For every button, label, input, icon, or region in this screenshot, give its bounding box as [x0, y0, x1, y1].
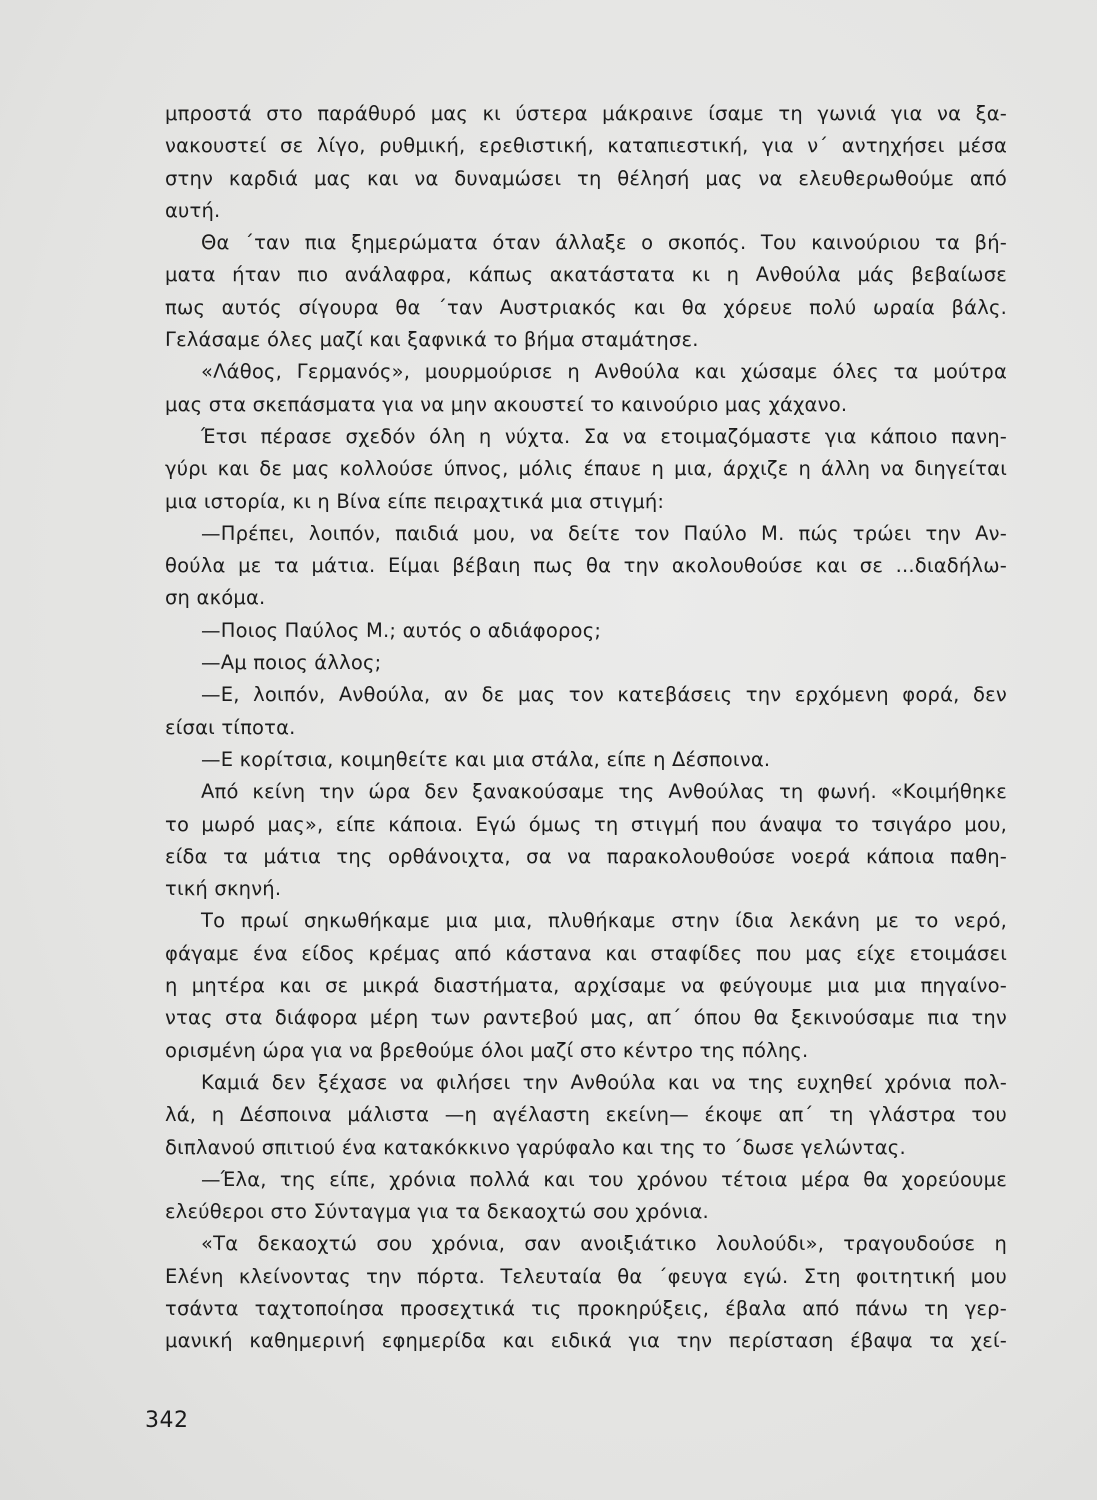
text-line: μας στα σκεπάσματα για να μην ακουστεί το καινούριο μας χάχανο.: [165, 392, 848, 416]
text-line: Το πρωί σηκωθήκαμε μια μια, πλυθήκαμε στην ίδια λεκάνη με το νερό,: [201, 909, 1007, 933]
text-line: Καμιά δεν ξέχασε να φιλήσει την Ανθούλα και να της ευχηθεί χρόνια πολ-: [201, 1070, 1007, 1094]
text-line: —Ποιος Παύλος Μ.; αυτός ο αδιάφορος;: [201, 618, 602, 642]
page-number: 342: [145, 1408, 189, 1433]
text-line: ορισμένη ώρα για να βρεθούμε όλοι μαζί στο κέντρο της πόλης.: [165, 1038, 809, 1062]
text-line: Θα ΄ταν πια ξημερώματα όταν άλλαξε ο σκοπός. Του καινούριου τα βή-: [201, 231, 1007, 255]
text-line: «Τα δεκαοχτώ σου χρόνια, σαν ανοιξιάτικο λουλούδι», τραγουδούσε η: [201, 1232, 1007, 1256]
text-line: ελεύθεροι στο Σύνταγμα για τα δεκαοχτώ σου χρόνια.: [165, 1200, 709, 1224]
text-line: είσαι τίποτα.: [165, 715, 296, 739]
text-line: —Πρέπει, λοιπόν, παιδιά μου, να δείτε τον Παύλο Μ. πώς τρώει την Αν-: [201, 521, 1007, 545]
text-line: ση ακόμα.: [165, 586, 266, 610]
text-line: —Ε, λοιπόν, Ανθούλα, αν δε μας τον κατεβάσεις την ερχόμενη φορά, δεν: [201, 683, 1007, 707]
text-line: νακουστεί σε λίγο, ρυθμική, ερεθιστική, καταπιεστική, για ν΄ αντηχήσει μέσα: [165, 134, 1007, 158]
body-text: [165, 98, 1007, 1358]
text-line: τική σκηνή.: [165, 877, 282, 901]
text-line: —Ε κορίτσια, κοιμηθείτε και μια στάλα, είπε η Δέσποινα.: [201, 747, 771, 771]
text-line: τσάντα ταχτοποίησα προσεχτικά τις προκηρύξεις, έβαλα από πάνω τη γερ-: [165, 1296, 1007, 1320]
text-line: γύρι και δε μας κολλούσε ύπνος, μόλις έπαυε η μια, άρχιζε η άλλη να διηγείται: [165, 457, 1007, 481]
text-line: μπροστά στο παράθυρό μας κι ύστερα μάκραινε ίσαμε τη γωνιά για να ξα-: [165, 102, 1007, 125]
text-line: Γελάσαμε όλες μαζί και ξαφνικά το βήμα σταμάτησε.: [165, 328, 699, 352]
text-line: είδα τα μάτια της ορθάνοιχτα, σα να παρακολουθούσε νοερά κάποια παθη-: [165, 844, 1007, 868]
text-line: στην καρδιά μας και να δυναμώσει τη θέλησή μας να ελευθερωθούμε από: [165, 166, 1007, 190]
text-line: μια ιστορία, κι η Βίνα είπε πειραχτικά μια στιγμή:: [165, 489, 665, 513]
text-line: λά, η Δέσποινα μάλιστα —η αγέλαστη εκείνη— έκοψε απ΄ τη γλάστρα του: [165, 1103, 1007, 1127]
text-line: Από κείνη την ώρα δεν ξανακούσαμε της Ανθούλας τη φωνή. «Κοιμήθηκε: [201, 780, 1007, 804]
text-line: Έτσι πέρασε σχεδόν όλη η νύχτα. Σα να ετοιμαζόμαστε για κάποιο πανη-: [201, 424, 1007, 448]
text-line: πως αυτός σίγουρα θα ΄ταν Αυστριακός και θα χόρευε πολύ ωραία βάλς.: [165, 295, 1007, 319]
text-line: διπλανού σπιτιού ένα κατακόκκινο γαρύφαλο και της το ΄δωσε γελώντας.: [165, 1135, 906, 1159]
text-line: μανική καθημερινή εφημερίδα και ειδικά για την περίσταση έβαψα τα χεί-: [165, 1329, 1007, 1353]
text-line: —Αμ ποιος άλλος;: [201, 651, 382, 675]
text-line: θούλα με τα μάτια. Είμαι βέβαιη πως θα την ακολουθούσε και σε ...διαδήλω-: [165, 554, 1007, 578]
text-line: Ελένη κλείνοντας την πόρτα. Τελευταία θα ΄φευγα εγώ. Στη φοιτητική μου: [165, 1264, 1007, 1288]
text-line: ματα ήταν πιο ανάλαφρα, κάπως ακατάστατα κι η Ανθούλα μάς βεβαίωσε: [165, 263, 1007, 287]
text-line: «Λάθος, Γερμανός», μουρμούρισε η Ανθούλα και χώσαμε όλες τα μούτρα: [201, 360, 1007, 384]
text-line: το μωρό μας», είπε κάποια. Εγώ όμως τη στιγμή που άναψα το τσιγάρο μου,: [165, 812, 1007, 836]
text-line: φάγαμε ένα είδος κρέμας από κάστανα και σταφίδες που μας είχε ετοιμάσει: [165, 941, 1007, 965]
text-line: ντας στα διάφορα μέρη των ραντεβού μας, απ΄ όπου θα ξεκινούσαμε πια την: [165, 1006, 1007, 1030]
text-line: η μητέρα και σε μικρά διαστήματα, αρχίσαμε να φεύγουμε μια μια πηγαίνο-: [165, 974, 1007, 998]
text-line: —Έλα, της είπε, χρόνια πολλά και του χρόνου τέτοια μέρα θα χορεύουμε: [201, 1167, 1007, 1191]
text-line: αυτή.: [165, 198, 221, 222]
